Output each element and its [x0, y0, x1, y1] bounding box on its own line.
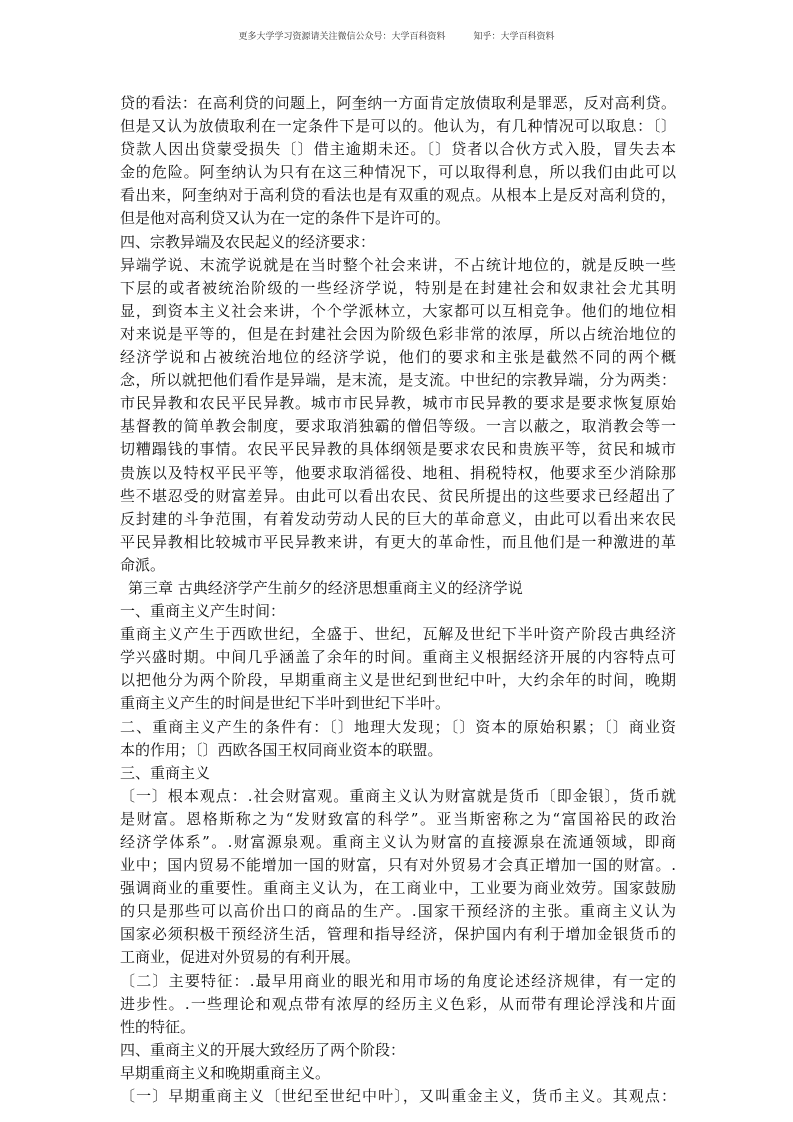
- text-line: 贷的看法：在高利贷的问题上，阿奎纳一方面肯定放债取利是罪恶，反对高利贷。: [120, 94, 676, 112]
- section-heading: 四、重商主义的开展大致经历了两个阶段：: [120, 1040, 406, 1059]
- text-line: 学兴盛时期。中间几乎涵盖了余年的时间。重商主义根据经济开展的内容特点可: [120, 648, 676, 667]
- text-line: 命派。: [120, 555, 166, 574]
- text-line: 经济学体系”。.财富源泉观。重商主义认为财富的直接源泉在流通领域，即商: [120, 833, 676, 851]
- text-line: 业中；国内贸易不能增加一国的财富，只有对外贸易才会真正增加一国的财富。.: [120, 856, 676, 875]
- text-line: 重商主义产生于西欧世纪，全盛于、世纪，瓦解及世纪下半叶资产阶段古典经济: [120, 625, 676, 644]
- text-line: 切糟蹋钱的事情。农民平民异教的具体纲领是要求农民和贵族平等，贫民和城市: [120, 440, 676, 459]
- chapter-heading: 第三章 古典经济学产生前夕的经济思想重商主义的经济学说: [128, 578, 523, 597]
- section-heading: 一、重商主义产生时间：: [120, 602, 286, 621]
- text-line: 〔二〕主要特征：.最早用商业的眼光和用市场的角度论述经济规律，有一定的: [120, 971, 676, 990]
- section-heading: 三、重商主义: [120, 763, 211, 782]
- text-line: 重商主义产生的时间是世纪下半叶到世纪下半叶。: [120, 694, 451, 713]
- text-line: 工商业，促进对外贸易的有利开展。: [120, 948, 361, 967]
- text-line: 强调商业的重要性。重商主义认为，在工商业中，工业要为商业效劳。国家鼓励: [120, 879, 676, 898]
- text-line: 反封建的斗争范围，有着发动劳动人民的巨大的革命意义，由此可以看出来农民: [120, 509, 676, 528]
- header-left-text: 更多大学学习资源请关注微信公众号：大学百科资料: [238, 32, 446, 42]
- text-line: 念，所以就把他们看作是异端，是末流，是支流。中世纪的宗教异端，分为两类：: [120, 371, 676, 390]
- text-line: 异端学说、末流学说就是在当时整个社会来讲，不占统计地位的，就是反映一些: [120, 255, 676, 274]
- text-line: 的只是那些可以高价出口的商品的生产。.国家干预经济的主张。重商主义认为: [120, 902, 676, 921]
- text-line: 对来说是平等的，但是在封建社会因为阶级色彩非常的浓厚，所以占统治地位的: [120, 324, 676, 343]
- text-line: 早期重商主义和晚期重商主义。: [120, 1063, 331, 1082]
- page-header: [0, 29, 793, 42]
- text-line: 是财富。恩格斯称之为“发财致富的科学”。亚当斯密称之为“富国裕民的政治: [120, 809, 676, 828]
- text-line: 金的危险。阿奎纳认为只有在这三种情况下，可以取得利息，所以我们由此可以: [120, 163, 676, 182]
- text-line: 看出来，阿奎纳对于高利贷的看法也是有双重的观点。从根本上是反对高利贷的，: [120, 186, 676, 205]
- text-line: 但是又认为放债取利在一定条件下是可以的。他认为，有几种情况可以取息：〔〕: [120, 117, 676, 136]
- text-line: 平民异教相比较城市平民异教来讲，有更大的革命性，而且他们是一种激进的革: [120, 532, 676, 551]
- text-line: 贷款人因出贷蒙受损失〔〕借主逾期未还。〔〕贷者以合伙方式入股，冒失去本: [120, 140, 676, 159]
- text-line: 贵族以及特权平民平等，他要求取消徭役、地租、捐税特权，他要求至少消除那: [120, 463, 676, 482]
- text-line: 基督教的简单教会制度，要求取消独霸的僧侣等级。一言以蔽之，取消教会等一: [120, 417, 676, 436]
- document-body: [120, 92, 676, 1108]
- text-line: 〔一〕根本观点：.社会财富观。重商主义认为财富就是货币〔即金银〕，货币就: [120, 786, 676, 805]
- text-line: 市民异教和农民平民异教。城市市民异教，城市市民异教的要求是要求恢复原始: [120, 394, 676, 413]
- text-line: 但是他对高利贷又认为在一定的条件下是许可的。: [120, 209, 451, 228]
- text-line: 本的作用；〔〕西欧各国王权同商业资本的联盟。: [120, 740, 443, 759]
- text-line: 经济学说和占被统治地位的经济学说，他们的要求和主张是截然不同的两个概: [120, 348, 676, 367]
- text-line: 〔一〕早期重商主义〔世纪至世纪中叶〕，又叫重金主义，货币主义。其观点：: [120, 1087, 676, 1106]
- text-line: 进步性。.一些理论和观点带有浓厚的经历主义色彩，从而带有理论浮浅和片面: [120, 994, 676, 1013]
- text-line: 以把他分为两个阶段，早期重商主义是世纪到世纪中叶，大约余年的时间，晚期: [120, 671, 676, 690]
- text-line: 性的特征。: [120, 1017, 196, 1036]
- text-line: 国家必须积极干预经济生活，管理和指导经济，保护国内有利于增加金银货币的: [120, 925, 676, 944]
- text-line: 下层的或者被统治阶级的一些经济学说，特别是在封建社会和奴隶社会尤其明: [120, 278, 676, 297]
- text-line: 显，到资本主义社会来讲，个个学派林立，大家都可以互相竞争。他们的地位相: [120, 301, 676, 320]
- text-line: 些不堪忍受的财富差异。由此可以看出农民、贫民所提出的这些要求已经超出了: [120, 486, 676, 505]
- section-heading: 四、宗教异端及农民起义的经济要求：: [120, 232, 376, 251]
- text-line: 二、重商主义产生的条件有：〔〕地理大发现；〔〕资本的原始积累；〔〕商业资: [120, 717, 676, 736]
- header-right-text: 知乎：大学百科资料: [473, 32, 555, 42]
